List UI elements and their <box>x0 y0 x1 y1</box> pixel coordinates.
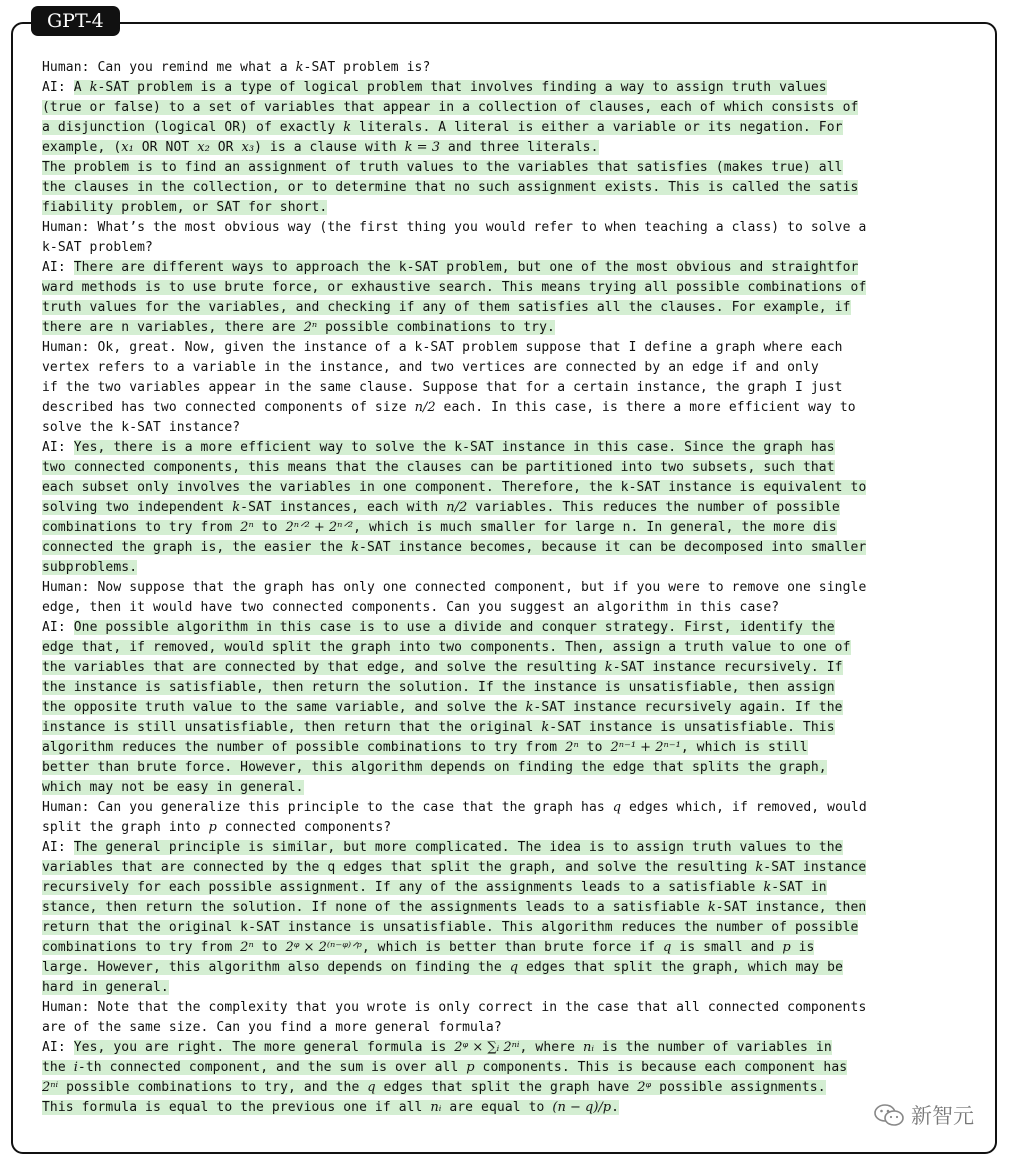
math-expression: n/2 <box>446 500 468 515</box>
transcript-line <box>42 458 977 478</box>
transcript-line <box>42 118 977 138</box>
transcript-line <box>42 978 977 998</box>
transcript-line <box>42 1038 977 1058</box>
transcript-line <box>42 238 977 258</box>
ai-response-text: possible combinations to try. <box>317 320 555 335</box>
ai-response-text: -th connected component, and the sum is over all <box>77 1060 467 1075</box>
text-segment: if the two variables appear in the same clause. Suppose that for a certain instance, the graph I just <box>42 380 843 395</box>
transcript-line <box>42 1058 977 1078</box>
ai-response-text: possible assignments. <box>651 1080 826 1095</box>
transcript-line <box>42 198 977 218</box>
transcript-line <box>42 998 977 1018</box>
ai-response-text: the <box>42 1060 74 1075</box>
math-expression: 2ᵠ <box>637 1080 652 1095</box>
text-segment: AI: <box>42 80 74 95</box>
ai-response-text: -SAT instance <box>763 860 867 875</box>
ai-response-text: combinations to try from <box>42 520 241 535</box>
text-segment: -SAT problem is? <box>303 60 431 75</box>
text-segment: split the graph into <box>42 820 209 835</box>
ai-response-text: , where <box>519 1040 583 1055</box>
transcript-line <box>42 1018 977 1038</box>
ai-response-text: -SAT problem is a type of logical problem that involves finding a way to assign truth values <box>97 80 827 95</box>
transcript-line <box>42 438 977 458</box>
ai-response-text: hard in general. <box>42 980 169 995</box>
math-expression: k <box>343 120 352 135</box>
transcript-line <box>42 178 977 198</box>
transcript-line <box>42 658 977 678</box>
ai-response-text: -SAT in <box>771 880 827 895</box>
math-expression: n/2 <box>414 400 436 415</box>
ai-response-text: . <box>611 1100 620 1115</box>
wechat-icon <box>873 1102 905 1128</box>
math-expression: k <box>89 80 98 95</box>
ai-response-text: -SAT instance becomes, because it can be decomposed into smaller <box>359 540 867 555</box>
ai-response-text: ward methods is to use brute force, or exhaustive search. This means trying all possible combinations of <box>42 280 867 295</box>
ai-response-text: two connected components, this means that the clauses can be partitioned into two subsets, such that <box>42 460 835 475</box>
math-expression: 2ᵠ × ∑ᵢ 2ⁿⁱ <box>454 1040 520 1055</box>
text-segment: Human: Now suppose that the graph has only one connected component, but if you were to remove one single <box>42 580 867 595</box>
math-expression: nᵢ <box>582 1040 594 1055</box>
ai-response-text: stance, then return the solution. If none of the assignments leads to a satisfiable <box>42 900 708 915</box>
transcript-line <box>42 318 977 338</box>
ai-response-text: fiability problem, or SAT for short. <box>42 200 328 215</box>
ai-response-text: are equal to <box>441 1100 553 1115</box>
ai-response-text: a disjunction (logical OR) of exactly <box>42 120 344 135</box>
ai-response-text: better than brute force. However, this algorithm depends on finding the edge that splits the graph, <box>42 760 827 775</box>
transcript-line <box>42 98 977 118</box>
watermark-text: 新智元 <box>911 1104 974 1128</box>
ai-response-text: There are different ways to approach the k-SAT problem, but one of the most obvious and straightfor <box>73 260 859 275</box>
ai-response-text: edges that split the graph have <box>375 1080 638 1095</box>
transcript-line <box>42 878 977 898</box>
ai-response-text: edge that, if removed, would split the graph into two components. Then, assign a truth value to one of <box>42 640 851 655</box>
ai-response-text: components. This is because each component has <box>474 1060 848 1075</box>
ai-response-text: variables that are connected by the q edges that split the graph, and solve the resulting <box>42 860 756 875</box>
math-expression: k <box>763 880 772 895</box>
ai-response-text: A <box>73 80 90 95</box>
text-segment: connected components? <box>216 820 392 835</box>
text-segment: AI: <box>42 620 74 635</box>
text-segment: AI: <box>42 840 74 855</box>
math-expression: x₂ <box>197 140 210 155</box>
math-expression: p <box>208 820 217 835</box>
transcript-line <box>42 738 977 758</box>
math-expression: k <box>541 720 550 735</box>
ai-response-text: -SAT instance recursively. If <box>612 660 843 675</box>
math-expression: q <box>612 800 622 815</box>
transcript-line <box>42 378 977 398</box>
ai-response-text: ) is a clause with <box>254 140 405 155</box>
transcript-line <box>42 798 977 818</box>
math-expression: p <box>466 1060 475 1075</box>
transcript-line <box>42 58 977 78</box>
transcript-line <box>42 1098 977 1118</box>
ai-response-text: -SAT instances, each with <box>240 500 447 515</box>
math-expression: 2ⁿ <box>303 320 318 335</box>
math-expression: 2ⁿᐟ² + 2ⁿᐟ² <box>285 520 354 535</box>
ai-response-text: Yes, you are right. The more general formula is <box>73 1040 455 1055</box>
math-expression: k <box>232 500 241 515</box>
transcript-line <box>42 938 977 958</box>
math-expression: x₃ <box>241 140 255 155</box>
text-segment: are of the same size. Can you find a more general formula? <box>42 1020 502 1035</box>
text-segment: solve the k-SAT instance? <box>42 420 241 435</box>
text-segment: k-SAT problem? <box>42 240 153 255</box>
math-expression: p <box>782 940 791 955</box>
ai-response-text: the opposite truth value to the same variable, and solve the <box>42 700 526 715</box>
math-expression: i <box>73 1060 78 1075</box>
ai-response-text: is <box>790 940 815 955</box>
ai-response-text: each subset only involves the variables in one component. Therefore, the k-SAT instance is equivalent to <box>42 480 867 495</box>
ai-response-text: there are n variables, there are <box>42 320 304 335</box>
math-expression: x₁ <box>121 140 134 155</box>
ai-response-text: to <box>253 940 286 955</box>
transcript-line <box>42 898 977 918</box>
transcript-line <box>42 558 977 578</box>
transcript-line <box>42 418 977 438</box>
math-expression: k <box>351 540 360 555</box>
math-expression: k <box>604 660 613 675</box>
ai-response-text: is the number of variables in <box>593 1040 832 1055</box>
math-expression: 2ⁿⁱ <box>42 1080 59 1095</box>
transcript-line <box>42 1078 977 1098</box>
transcript-line <box>42 498 977 518</box>
ai-response-text: subproblems. <box>42 560 138 575</box>
text-segment: Human: Note that the complexity that you wrote is only correct in the case that all connected components <box>42 1000 867 1015</box>
math-expression: nᵢ <box>430 1100 442 1115</box>
text-segment: AI: <box>42 440 74 455</box>
math-expression: k = 3 <box>404 140 440 155</box>
math-expression: 2ᵠ × 2⁽ⁿ⁻ᵠ⁾ᐟᵖ <box>285 940 362 955</box>
transcript-line <box>42 278 977 298</box>
transcript-line <box>42 258 977 278</box>
text-segment: edge, then it would have two connected components. Can you suggest an algorithm in this case? <box>42 600 780 615</box>
transcript-line <box>42 478 977 498</box>
transcript-line <box>42 218 977 238</box>
transcript-line <box>42 298 977 318</box>
text-segment: vertex refers to a variable in the instance, and two vertices are connected by an edge if and only <box>42 360 819 375</box>
math-expression: k <box>525 700 534 715</box>
ai-response-text: recursively for each possible assignment. If any of the assignments leads to a satisfiable <box>42 880 764 895</box>
model-badge: GPT-4 <box>31 6 120 36</box>
ai-response-text: to <box>578 740 611 755</box>
math-expression: q <box>663 940 672 955</box>
transcript-line <box>42 818 977 838</box>
transcript-line <box>42 718 977 738</box>
ai-response-text: The problem is to find an assignment of truth values to the variables that satisfies (makes true) all <box>42 160 843 175</box>
ai-response-text: connected the graph is, the easier the <box>42 540 352 555</box>
math-expression: 2ⁿ <box>240 520 254 535</box>
transcript-line <box>42 78 977 98</box>
ai-response-text: One possible algorithm in this case is to use a divide and conquer strategy. First, identify the <box>73 620 835 635</box>
transcript-line <box>42 698 977 718</box>
ai-response-text: This formula is equal to the previous one if all <box>42 1100 431 1115</box>
ai-response-text: combinations to try from <box>42 940 241 955</box>
math-expression: k <box>707 900 716 915</box>
ai-response-text: the instance is satisfiable, then return the solution. If the instance is unsatisfiable, then assign <box>42 680 835 695</box>
ai-response-text: is small and <box>671 940 783 955</box>
ai-response-text: truth values for the variables, and checking if any of them satisfies all the clauses. For example, if <box>42 300 851 315</box>
text-segment: Human: Can you remind me what a <box>42 60 296 75</box>
transcript-line <box>42 338 977 358</box>
transcript-line <box>42 578 977 598</box>
transcript-line <box>42 598 977 618</box>
math-expression: 2ⁿ <box>240 940 254 955</box>
ai-response-text: large. However, this algorithm also depends on finding the <box>42 960 510 975</box>
ai-response-text: , which is better than brute force if <box>361 940 664 955</box>
text-segment: edges which, if removed, would <box>621 800 867 815</box>
transcript-line <box>42 778 977 798</box>
transcript-line <box>42 398 977 418</box>
ai-response-text: -SAT instance recursively again. If the <box>533 700 843 715</box>
ai-response-text: OR <box>209 140 242 155</box>
ai-response-text: possible combinations to try, and the <box>58 1080 368 1095</box>
text-segment: Human: Ok, great. Now, given the instance of a k-SAT problem suppose that I define a graph where each <box>42 340 843 355</box>
math-expression: 2ⁿ <box>565 740 579 755</box>
ai-response-text: edges that split the graph, which may be <box>518 960 844 975</box>
ai-response-text: , which is still <box>680 740 808 755</box>
math-expression: q <box>367 1080 376 1095</box>
transcript-line <box>42 638 977 658</box>
transcript-line <box>42 838 977 858</box>
conversation-transcript <box>42 58 977 1118</box>
math-expression: k <box>295 60 304 75</box>
ai-response-text: OR NOT <box>133 140 198 155</box>
ai-response-text: return that the original k-SAT instance is unsatisfiable. This algorithm reduces the number of possible <box>42 920 859 935</box>
transcript-line <box>42 538 977 558</box>
ai-response-text: The general principle is similar, but more complicated. The idea is to assign truth values to the <box>73 840 843 855</box>
transcript-line <box>42 958 977 978</box>
transcript-line <box>42 618 977 638</box>
ai-response-text: , which is much smaller for large n. In general, the more dis <box>353 520 837 535</box>
ai-response-text: algorithm reduces the number of possible combinations to try from <box>42 740 566 755</box>
ai-response-text: -SAT instance, then <box>715 900 867 915</box>
ai-response-text: literals. A literal is either a variable or its negation. For <box>351 120 843 135</box>
transcript-line <box>42 918 977 938</box>
math-expression: (n − q)/p <box>552 1100 612 1115</box>
text-segment: Human: Can you generalize this principle to the case that the graph has <box>42 800 613 815</box>
text-segment: AI: <box>42 1040 74 1055</box>
math-expression: q <box>509 960 519 975</box>
text-segment: AI: <box>42 260 74 275</box>
ai-response-text: example, ( <box>42 140 122 155</box>
ai-response-text: (true or false) to a set of variables that appear in a collection of clauses, each of which consists of <box>42 100 859 115</box>
transcript-line <box>42 158 977 178</box>
transcript-line <box>42 518 977 538</box>
ai-response-text: variables. This reduces the number of possible <box>467 500 840 515</box>
ai-response-text: the clauses in the collection, or to determine that no such assignment exists. This is called the satis <box>42 180 859 195</box>
ai-response-text: and three literals. <box>439 140 599 155</box>
text-segment: Human: What’s the most obvious way (the first thing you would refer to when teaching a class) to solve a <box>42 220 867 235</box>
transcript-line <box>42 678 977 698</box>
text-segment: described has two connected components of size <box>42 400 415 415</box>
text-segment: each. In this case, is there a more efficient way to <box>435 400 856 415</box>
transcript-line <box>42 358 977 378</box>
ai-response-text: -SAT instance is unsatisfiable. This <box>549 720 835 735</box>
ai-response-text: solving two independent <box>42 500 233 515</box>
ai-response-text: to <box>253 520 286 535</box>
transcript-line <box>42 138 977 158</box>
ai-response-text: Yes, there is a more efficient way to solve the k-SAT instance in this case. Since the graph has <box>73 440 835 455</box>
transcript-line <box>42 858 977 878</box>
math-expression: k <box>755 860 764 875</box>
ai-response-text: which may not be easy in general. <box>42 780 304 795</box>
watermark <box>873 1100 974 1130</box>
math-expression: 2ⁿ⁻¹ + 2ⁿ⁻¹ <box>610 740 681 755</box>
ai-response-text: the variables that are connected by that edge, and solve the resulting <box>42 660 605 675</box>
ai-response-text: instance is still unsatisfiable, then return that the original <box>42 720 542 735</box>
transcript-line <box>42 758 977 778</box>
